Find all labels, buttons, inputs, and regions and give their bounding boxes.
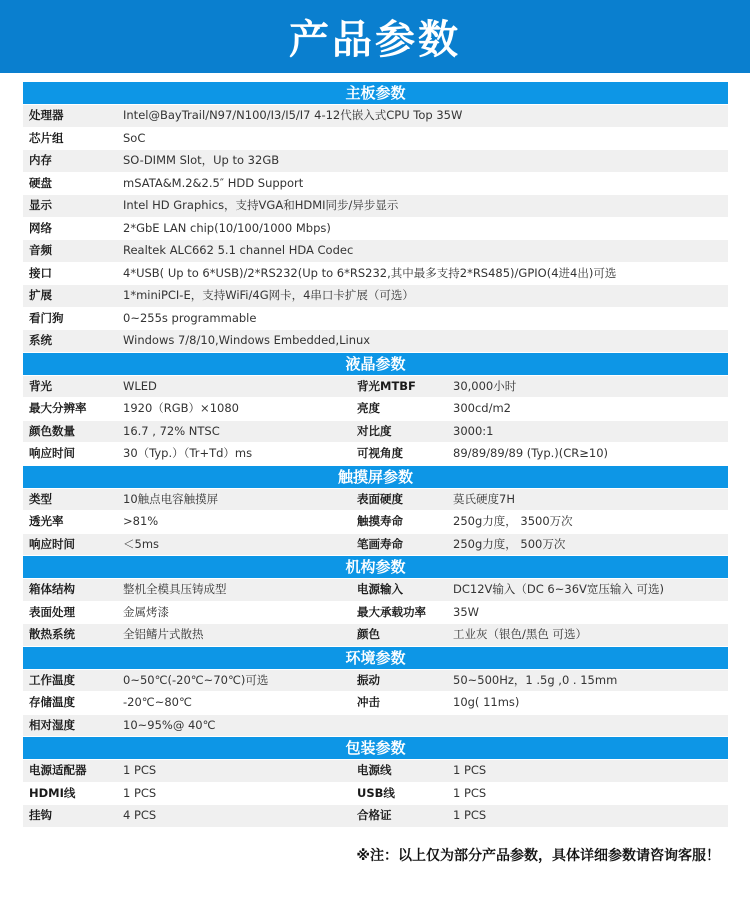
spec-label: 内存 bbox=[29, 153, 52, 167]
spec-label: 网络 bbox=[29, 220, 52, 235]
section-title-packaging: 包装参数 bbox=[23, 737, 728, 759]
spec-row bbox=[23, 715, 728, 737]
spec-label: 最大分辨率 bbox=[29, 401, 87, 415]
spec-label: 颜色 bbox=[357, 627, 380, 641]
spec-row bbox=[23, 285, 728, 307]
spec-label: 可视角度 bbox=[357, 446, 403, 460]
spec-row bbox=[23, 398, 728, 420]
spec-value: DC12V输入（DC 6~36V宽压输入 可选) bbox=[453, 582, 665, 596]
spec-row bbox=[23, 105, 728, 127]
spec-label: 电源输入 bbox=[357, 582, 403, 596]
spec-label: 工作温度 bbox=[29, 672, 75, 687]
spec-value: 250g力度， 3500万次 bbox=[453, 514, 573, 528]
spec-row bbox=[23, 263, 728, 285]
spec-label: 音频 bbox=[29, 243, 52, 257]
spec-value: 4 PCS bbox=[123, 808, 157, 822]
spec-label: 背光 bbox=[29, 378, 52, 393]
footer-note: ※注：以上仅为部分产品参数，具体详细参数请咨询客服！ bbox=[356, 848, 720, 864]
spec-label: 类型 bbox=[29, 491, 52, 506]
spec-value: 4*USB( Up to 6*USB)/2*RS232(Up to 6*RS232,其中最多支持2*RS485)/GPIO(4进4出)可选 bbox=[123, 265, 617, 280]
spec-label: 对比度 bbox=[357, 423, 392, 438]
spec-value: 0~50℃(-20℃~70℃)可选 bbox=[123, 672, 269, 687]
spec-value: SoC bbox=[123, 130, 146, 145]
spec-value: >81% bbox=[123, 514, 159, 528]
spec-value: 3000:1 bbox=[453, 423, 494, 438]
spec-value: 50~500Hz，1 .5g ,0 . 15mm bbox=[453, 672, 618, 687]
spec-label: USB线 bbox=[357, 785, 395, 800]
spec-row bbox=[23, 308, 728, 330]
spec-row bbox=[23, 534, 728, 556]
spec-label: 颜色数量 bbox=[29, 423, 75, 438]
spec-label: 扩展 bbox=[29, 288, 52, 302]
spec-value: 莫氏硬度7H bbox=[453, 491, 515, 506]
spec-label: 相对湿度 bbox=[29, 717, 75, 732]
spec-value: SO-DIMM Slot，Up to 32GB bbox=[123, 153, 280, 167]
spec-row bbox=[23, 783, 728, 805]
spec-value: Intel@BayTrail/N97/N100/I3/I5/I7 4-12代嵌入式CPU Top 35W bbox=[123, 108, 463, 122]
spec-label: 触摸寿命 bbox=[357, 514, 403, 528]
spec-row bbox=[23, 128, 728, 150]
spec-label: 箱体结构 bbox=[29, 582, 75, 596]
spec-value: 10~95%@ 40℃ bbox=[123, 717, 216, 732]
spec-label: 笔画寿命 bbox=[357, 536, 403, 551]
spec-value: 金属烤漆 bbox=[123, 604, 169, 619]
spec-value: 10触点电容触摸屏 bbox=[123, 491, 219, 506]
spec-value: 工业灰（银色/黑色 可选） bbox=[453, 627, 588, 641]
spec-value: 1 PCS bbox=[123, 785, 157, 800]
spec-label: 振动 bbox=[357, 672, 380, 687]
spec-row bbox=[23, 760, 728, 782]
spec-row bbox=[23, 150, 728, 172]
spec-value: Intel HD Graphics，支持VGA和HDMI同步/异步显示 bbox=[123, 198, 399, 212]
spec-row bbox=[23, 602, 728, 624]
spec-label: 芯片组 bbox=[29, 130, 64, 145]
spec-row bbox=[23, 670, 728, 692]
spec-value: 30（Typ.）（Tr+Td）ms bbox=[123, 446, 253, 460]
spec-row bbox=[23, 421, 728, 443]
spec-label: 响应时间 bbox=[29, 536, 75, 551]
spec-value: 300cd/m2 bbox=[453, 401, 511, 415]
spec-label: 表面硬度 bbox=[357, 491, 403, 506]
spec-label: 透光率 bbox=[29, 514, 64, 528]
spec-row bbox=[23, 173, 728, 195]
spec-label: 系统 bbox=[29, 333, 52, 347]
spec-row bbox=[23, 195, 728, 217]
spec-label: 硬盘 bbox=[29, 175, 52, 190]
section-title-lcd: 液晶参数 bbox=[23, 353, 728, 375]
spec-value: 2*GbE LAN chip(10/100/1000 Mbps) bbox=[123, 220, 331, 235]
spec-label: 电源线 bbox=[357, 763, 392, 777]
section-title-mainboard: 主板参数 bbox=[23, 82, 728, 104]
spec-value: Windows 7/8/10,Windows Embedded,Linux bbox=[123, 333, 371, 347]
spec-label: 接口 bbox=[29, 265, 52, 280]
spec-value: ＜5ms bbox=[123, 536, 160, 551]
spec-value: 1 PCS bbox=[453, 785, 487, 800]
spec-value: 10g( 11ms) bbox=[453, 695, 520, 709]
spec-label: 电源适配器 bbox=[29, 763, 87, 777]
spec-value: 全铝鳍片式散热 bbox=[123, 627, 204, 641]
spec-value: 整机全模具压铸成型 bbox=[123, 582, 227, 596]
spec-row bbox=[23, 489, 728, 511]
spec-row bbox=[23, 240, 728, 262]
spec-value: mSATA&M.2&2.5″ HDD Support bbox=[123, 175, 304, 190]
page-header bbox=[0, 0, 750, 73]
spec-row bbox=[23, 218, 728, 240]
spec-value: 30,000小时 bbox=[453, 378, 517, 393]
spec-row bbox=[23, 330, 728, 352]
spec-label: 散热系统 bbox=[29, 627, 75, 641]
spec-value: WLED bbox=[123, 378, 157, 393]
spec-label: 背光MTBF bbox=[357, 378, 416, 393]
spec-label: 冲击 bbox=[357, 695, 380, 709]
spec-value: 89/89/89/89 (Typ.)(CR≥10) bbox=[453, 446, 609, 460]
section-title-environment: 环境参数 bbox=[23, 647, 728, 669]
spec-label: 看门狗 bbox=[29, 310, 64, 325]
spec-value: 0~255s programmable bbox=[123, 310, 257, 325]
spec-value: 1 PCS bbox=[123, 763, 157, 777]
spec-value: 1 PCS bbox=[453, 808, 487, 822]
spec-value: 1 PCS bbox=[453, 763, 487, 777]
spec-row bbox=[23, 805, 728, 827]
spec-label: 表面处理 bbox=[29, 604, 75, 619]
spec-label: HDMI线 bbox=[29, 785, 76, 800]
spec-label: 合格证 bbox=[357, 808, 392, 822]
spec-label: 显示 bbox=[29, 198, 52, 212]
spec-value: 250g力度， 500万次 bbox=[453, 536, 566, 551]
spec-value: 1*miniPCI-E，支持WiFi/4G网卡，4串口卡扩展（可选） bbox=[123, 288, 414, 302]
spec-row bbox=[23, 624, 728, 646]
spec-label: 存储温度 bbox=[29, 695, 75, 709]
page-title: 产品参数 bbox=[289, 17, 461, 63]
spec-label: 响应时间 bbox=[29, 446, 75, 460]
spec-row bbox=[23, 579, 728, 601]
spec-table bbox=[23, 82, 728, 828]
spec-row bbox=[23, 692, 728, 714]
spec-label: 亮度 bbox=[357, 401, 380, 415]
spec-label: 挂钩 bbox=[29, 808, 52, 822]
spec-label: 处理器 bbox=[29, 108, 64, 122]
spec-value: Realtek ALC662 5.1 channel HDA Codec bbox=[123, 243, 354, 257]
section-title-touch: 触摸屏参数 bbox=[23, 466, 728, 488]
spec-label: 最大承载功率 bbox=[357, 604, 426, 619]
spec-row bbox=[23, 376, 728, 398]
section-title-mechanical: 机构参数 bbox=[23, 556, 728, 578]
spec-row bbox=[23, 443, 728, 465]
spec-row bbox=[23, 511, 728, 533]
spec-value: -20℃~80℃ bbox=[123, 695, 192, 709]
spec-value: 1920（RGB）×1080 bbox=[123, 401, 239, 415]
spec-value: 35W bbox=[453, 604, 480, 619]
spec-value: 16.7 , 72% NTSC bbox=[123, 423, 220, 438]
